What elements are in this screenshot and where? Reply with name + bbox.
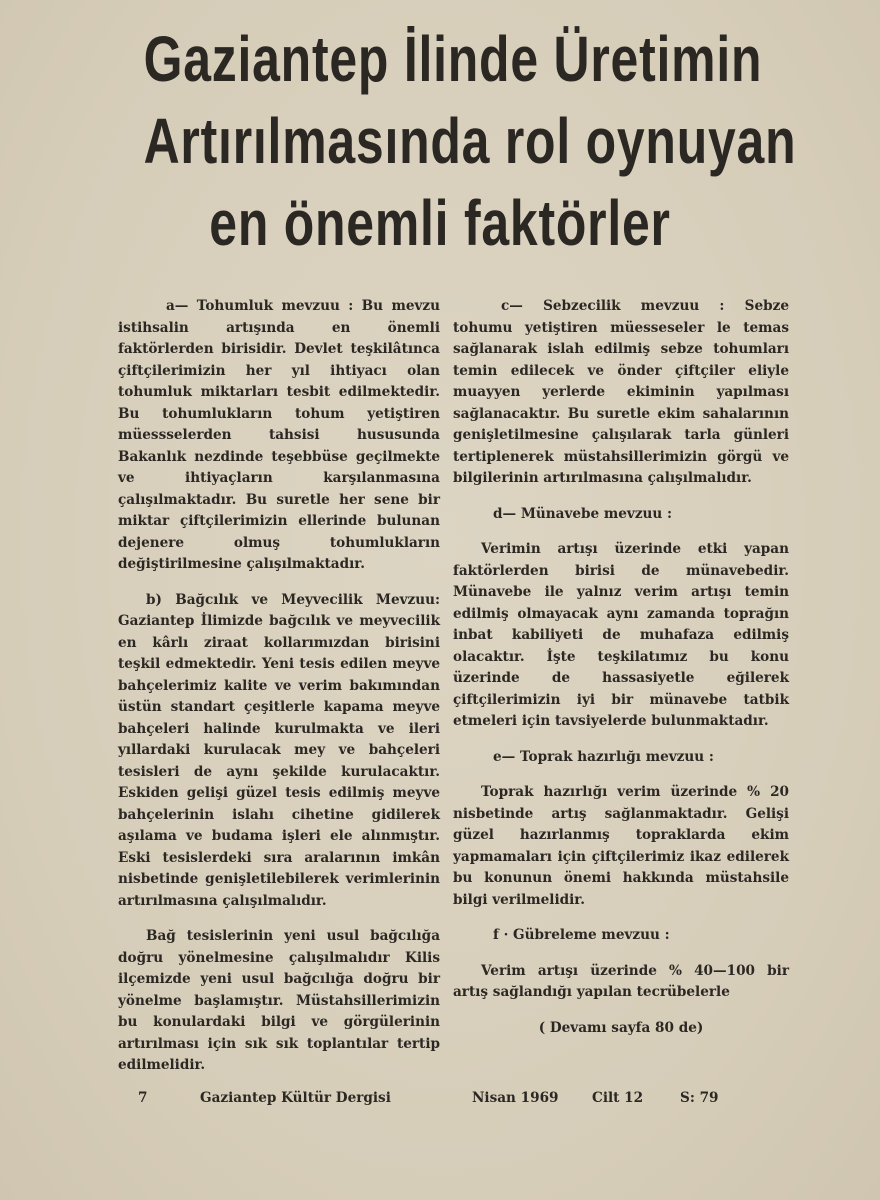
article-title [143, 18, 797, 264]
page-number: 7 [138, 1090, 148, 1106]
section-f-heading: f · Gübreleme mevzuu : [493, 927, 670, 943]
journal-name: Gaziantep Kültür Dergisi [200, 1090, 391, 1106]
section-d-paragraph: Verimin artışı üzerinde etki yapan faktörlerden birisi de münavebedir. Münavebe ile yalnız verim artışı temin edilmiş olmayacak aynı zamanda toprağın inbat kabiliyeti de muhafaza edilmiş olacaktır. İşte teşkilatımız bu konu üzerinde de hassasiyetle eğilerek çiftçilerimizin iyi bir münavebe tatbik etmeleri için tavsiyelerde bulunmaktadır. [453, 541, 789, 729]
title-line-2: Artırılmasında rol oynuyan [143, 105, 797, 177]
left-column [118, 296, 440, 1091]
section-e-heading: e— Toprak hazırlığı mevzuu : [493, 748, 714, 765]
title-line-3: en önemli faktörler [209, 187, 671, 259]
issue-date: Nisan 1969 [472, 1090, 559, 1106]
page-label: S: 79 [680, 1090, 719, 1106]
vineyard-paragraph: Bağ tesislerinin yeni usul bağcılığa doğru yönelmesine çalışılmalıdır Kilis ilçemizde yeni usul bağcılığa doğru bir yönelme başlamıştır. Müstahsillerimizin bu konulardaki bilgi ve görgülerinin artırılması için sık sık toplantılar tertip edilmelidir. [118, 928, 440, 1073]
section-a-paragraph: a— Tohumluk mevzuu : Bu mevzu istihsalin artışında en önemli faktörlerden birisidir. Devlet teşkilâtınca çiftçilerimizin her yıl ihtiyacı olan tohumluk miktarları tesbit edilmektedir. Bu tohumlukların tohum yetiştiren müessselerden tahsisi hususunda Bakanlık nezdinde teşebbüse geçilmekte ve ihtiyaçların karşılanmasına çalışılmaktadır. Bu suretle her sene bir miktar çiftçilerimizin ellerinde bulunan dejenere olmuş tohumlukların değiştirilmesine çalışılmaktadır. [118, 298, 440, 572]
section-b-paragraph: b) Bağcılık ve Meyvecilik Mevzuu: Gaziantep İlimizde bağcılık ve meyvecilik en kârlı ziraat kollarımızdan birisini teşkil edmektedir. Yeni tesis edilen meyve bahçelerimiz kalite ve verim bakımından üstün standart çeşitlerle kapama meyve bahçeleri halinde kurulmakta ve ileri yıllardaki kurulacak mey ve bahçeleri tesisleri de aynı şekilde kurulacaktır. Eskiden gelişi güzel tesis edilmiş meyve bahçelerinin islahı cihetine gidilerek aşılama ve budama işleri ele alınmıştır. Eski tesislerdeki sıra aralarının imkân nisbetinde genişletilebilerek verimlerinin artırılmasına çalışılmalıdır. [118, 591, 440, 909]
section-e-paragraph: Toprak hazırlığı verim üzerinde % 20 nisbetinde artış sağlanmaktadır. Gelişi güzel hazırlanmış topraklarda ekim yapmamaları için çiftçilerimiz ikaz edilerek bu konunun önemi hakkında müstahsile bilgi verilmelidir. [453, 784, 789, 908]
volume-label: Cilt 12 [592, 1090, 644, 1106]
page-footer [0, 1090, 880, 1114]
continued-note: ( Devamı sayfa 80 de) [538, 1019, 704, 1036]
right-column [453, 296, 789, 1053]
section-c-paragraph: c— Sebzecilik mevzuu : Sebze tohumu yetiştiren müesseseler le temas sağlanarak islah edilmiş sebze tohumları temin edilecek ve önder çiftçiler eliyle muayyen yerlerde ekiminin yapılması sağlanacaktır. Bu suretle ekim sahalarının genişletilmesine çalışılarak tarla günleri tertiplenerek müstahsillerimizin görgü ve bilgilerinin artırılmasına çalışılmalıdır. [453, 298, 789, 486]
section-f-paragraph: Verim artışı üzerinde % 40—100 bir artış sağlandığı yapılan tecrübelerle [453, 962, 789, 1000]
section-d-heading: d— Münavebe mevzuu : [493, 505, 673, 522]
title-line-1: Gaziantep İlinde Üretimin [143, 23, 763, 95]
